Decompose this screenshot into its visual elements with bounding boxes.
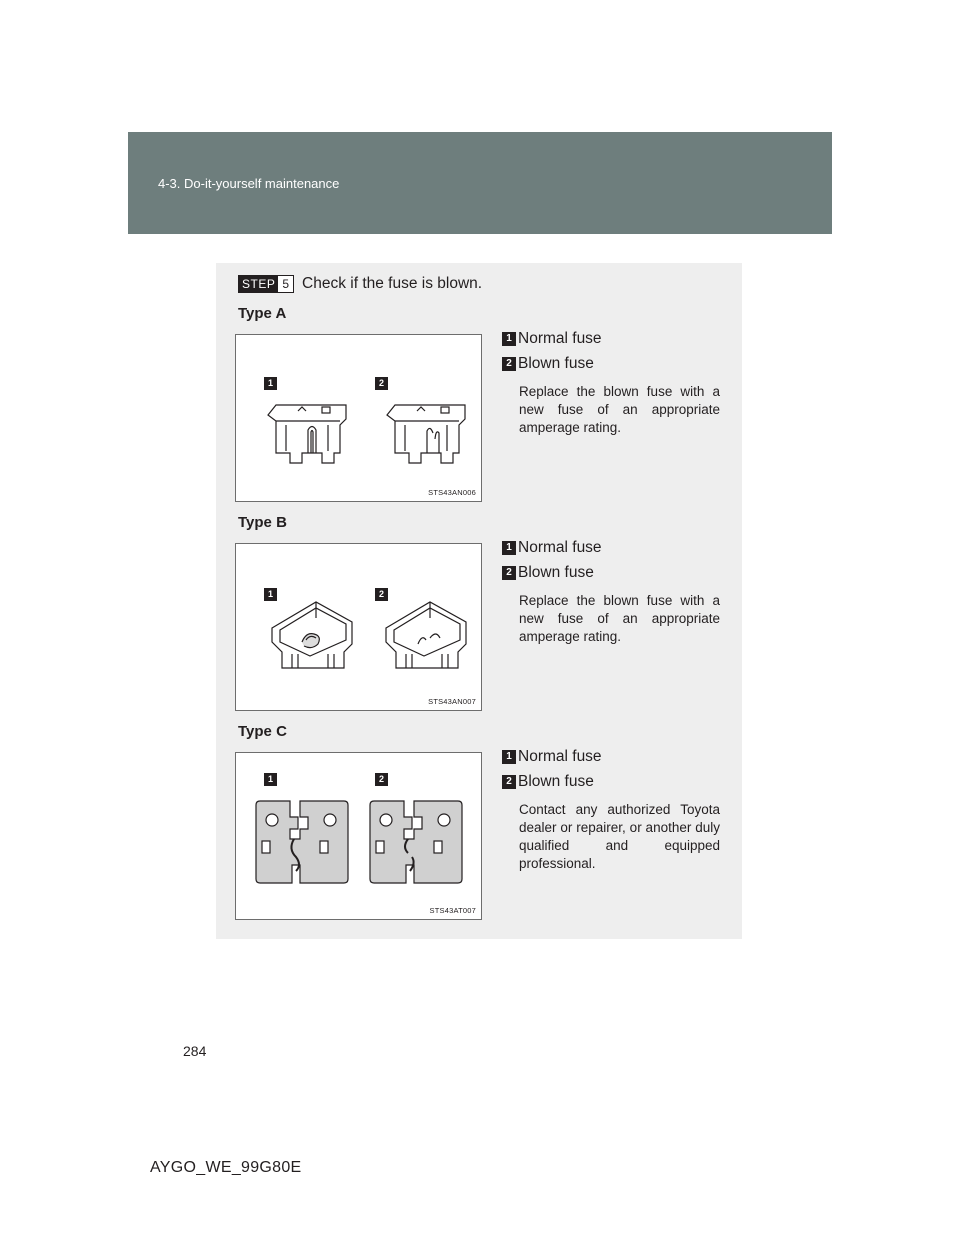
callout-label: Normal fuse [518, 539, 602, 556]
callout-label: Normal fuse [518, 330, 602, 347]
content-panel [216, 263, 742, 939]
callout-number: 2 [502, 775, 516, 789]
figure-code: STS43AN007 [428, 697, 476, 706]
type-a-figure [235, 334, 482, 502]
fuse-a-normal [268, 405, 346, 463]
callout-number: 2 [502, 566, 516, 580]
callout-label: Blown fuse [518, 773, 594, 790]
section-title: 4-3. Do-it-yourself maintenance [158, 176, 340, 191]
figure-callout-2: 2 [375, 377, 388, 390]
type-c-callouts [502, 747, 720, 873]
type-b-fuse-illustration [236, 544, 481, 710]
callout-description: Replace the blown fuse with a new fuse of an appropriate amperage rating. [519, 384, 720, 435]
fuse-c-blown [370, 801, 462, 883]
fuse-b-normal [272, 602, 352, 668]
figure-callout-2: 2 [375, 588, 388, 601]
callout-number: 2 [502, 357, 516, 371]
type-c-heading: Type C [238, 723, 287, 740]
figure-callout-2: 2 [375, 773, 388, 786]
type-c-figure [235, 752, 482, 920]
callout-item [502, 747, 720, 767]
callout-label: Normal fuse [518, 748, 602, 765]
footer-code: AYGO_WE_99G80E [150, 1159, 302, 1176]
figure-callout-1: 1 [264, 773, 277, 786]
callout-label: Blown fuse [518, 355, 594, 372]
page-number: 284 [183, 1043, 207, 1059]
step-badge [238, 275, 294, 293]
type-a-callouts [502, 329, 720, 437]
fuse-a-blown [387, 405, 465, 463]
type-b-figure [235, 543, 482, 711]
callout-item [502, 329, 720, 349]
step-word: STEP [239, 276, 278, 292]
figure-code: STS43AT007 [429, 906, 476, 915]
type-a-fuse-illustration [236, 335, 481, 501]
callout-number: 1 [502, 750, 516, 764]
step-text: Check if the fuse is blown. [302, 275, 483, 292]
callout-description: Contact any authorized Toyota dealer or repairer, or another duly qualified and equipped professional. [519, 802, 720, 871]
figure-callout-1: 1 [264, 377, 277, 390]
type-b-callouts [502, 538, 720, 646]
callout-item [502, 772, 720, 792]
type-a-heading: Type A [238, 305, 287, 322]
fuse-c-normal [256, 801, 348, 883]
type-b-heading: Type B [238, 514, 287, 531]
section-header [128, 132, 832, 234]
callout-description: Replace the blown fuse with a new fuse of an appropriate amperage rating. [519, 593, 720, 644]
callout-label: Blown fuse [518, 564, 594, 581]
figure-callout-1: 1 [264, 588, 277, 601]
callout-item [502, 538, 720, 558]
callout-number: 1 [502, 541, 516, 555]
step-number: 5 [278, 276, 293, 292]
step-instruction [238, 274, 482, 294]
figure-code: STS43AN006 [428, 488, 476, 497]
fuse-b-blown [386, 602, 466, 668]
callout-item [502, 563, 720, 583]
callout-number: 1 [502, 332, 516, 346]
callout-item [502, 354, 720, 374]
